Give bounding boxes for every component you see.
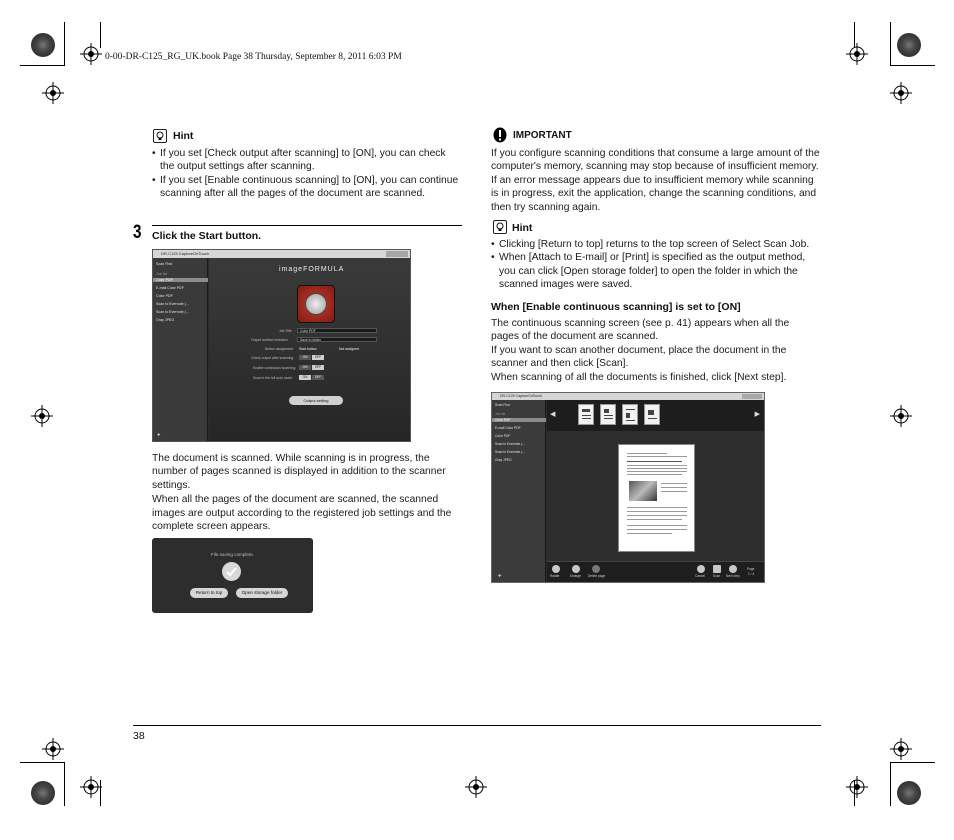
- cancel-label: Cancel: [695, 574, 705, 578]
- sidebar-header[interactable]: Scan First: [156, 262, 173, 266]
- screenshot-continuous-scan: [491, 392, 765, 583]
- hint-list: [491, 238, 823, 292]
- registration-target-icon: [80, 776, 102, 798]
- registration-target-icon: [846, 776, 868, 798]
- sidebar-job-item[interactable]: Color PDF: [495, 434, 511, 438]
- return-to-top-button[interactable]: Return to top: [190, 588, 228, 598]
- check-output-on[interactable]: ON: [299, 355, 311, 360]
- full-auto-on[interactable]: ON: [299, 375, 311, 380]
- step-title: Click the Start button.: [152, 230, 262, 242]
- section-title: When [Enable continuous scanning] is set to [ON]: [491, 301, 741, 313]
- screenshot-start-screen: [152, 249, 411, 442]
- registration-target-icon: [42, 82, 64, 104]
- continuous-scan-on[interactable]: ON: [299, 365, 311, 370]
- page-preview: [618, 444, 695, 552]
- sidebar-job-item[interactable]: E-mail Color PDF: [156, 286, 184, 290]
- print-header: 0-00-DR-C125_RG_UK.book Page 38 Thursday, September 8, 2011 6:03 PM: [105, 52, 402, 62]
- registration-target-icon: [890, 82, 912, 104]
- important-icon: [493, 127, 507, 143]
- registration-disc-top-right: [897, 33, 921, 57]
- hint-item: • Clicking [Return to top] returns to the top screen of Select Scan Job.: [491, 238, 823, 251]
- next-step-icon[interactable]: [729, 565, 737, 573]
- sidebar-job-item[interactable]: Scan to Evernote (...: [156, 310, 189, 314]
- job-sidebar: [492, 400, 546, 582]
- section-body: [491, 317, 816, 384]
- page-label: Page: [747, 567, 755, 571]
- step-number: 3: [133, 222, 142, 243]
- sidebar-group-label: Job list: [156, 272, 168, 276]
- complete-message: File saving complete.: [210, 552, 255, 557]
- footer-rule: [133, 725, 821, 726]
- section-paragraph: If you want to scan another document, place the document in the scanner and then click [Scan].: [491, 344, 787, 370]
- sidebar-header[interactable]: Scan First: [495, 403, 510, 407]
- cancel-icon[interactable]: [697, 565, 705, 573]
- section-paragraph: When scanning of all the documents is finished, click [Next step].: [491, 371, 787, 383]
- step-divider: [152, 225, 462, 226]
- delete-page-label: Delete page: [588, 574, 606, 578]
- next-step-label: Next step: [726, 574, 740, 578]
- open-storage-folder-button[interactable]: Open storage folder: [236, 588, 288, 598]
- screenshot-complete-dialog: [152, 538, 313, 613]
- registration-target-icon: [890, 405, 912, 427]
- bottom-toolbar: [547, 561, 764, 582]
- hint-icon: [493, 220, 507, 234]
- continuous-scan-off[interactable]: OFF: [312, 365, 324, 370]
- checkmark-icon: [222, 562, 241, 581]
- body-paragraph: The document is scanned. While scanning is in progress, the number of pages scanned is displayed in addition to the scanner settings.: [152, 453, 446, 491]
- sidebar-job-item[interactable]: E-mail Color PDF: [495, 426, 521, 430]
- page-thumbnail[interactable]: [644, 404, 660, 425]
- job-title-label: Job Title: [279, 329, 292, 333]
- registration-target-icon: [42, 738, 64, 760]
- full-auto-off[interactable]: OFF: [312, 375, 324, 380]
- scan-icon[interactable]: [713, 565, 721, 573]
- sidebar-job-item[interactable]: Gray JPEG: [495, 458, 512, 462]
- page-number: 38: [133, 730, 145, 742]
- page-thumbnail[interactable]: [622, 404, 638, 425]
- window-titlebar: [492, 393, 764, 400]
- registration-target-icon: [846, 43, 868, 65]
- hint-title: Hint: [512, 222, 533, 234]
- assignment-start-radio[interactable]: Start button: [299, 347, 317, 351]
- start-main-panel: [209, 258, 410, 441]
- enlarge-label: Enlarge: [570, 574, 581, 578]
- registration-target-icon: [80, 43, 102, 65]
- assignment-none-radio[interactable]: Not assigned: [339, 347, 359, 351]
- registration-disc-top-left: [31, 33, 55, 57]
- registration-target-icon: [31, 405, 53, 427]
- start-button[interactable]: [297, 285, 335, 323]
- add-job-icon[interactable]: ✚: [498, 573, 502, 578]
- thumbnail-strip: [547, 400, 764, 431]
- page-counter: 1 / 4: [748, 572, 755, 576]
- hint-item: • If you set [Check output after scanning] to [ON], you can check the output settings after scanning.: [152, 147, 462, 174]
- page-preview-area: [547, 431, 764, 561]
- hint-title: Hint: [173, 130, 194, 142]
- scan-label: Scan: [713, 574, 721, 578]
- hint-item: • When [Attach to E-mail] or [Print] is specified as the output method, you can click [Open storage folder] to open the folder in which the scanned images were saved.: [491, 251, 823, 291]
- rotate-label: Rotate: [550, 574, 560, 578]
- window-titlebar: [153, 250, 410, 258]
- important-text: If you configure scanning conditions that consume a large amount of the computer's memory, scanning may stop because of insufficient memory. If an error message appears due to insufficient memory while scanning is in progress, exit the application, change the scanning conditions, and then try scanning again.: [491, 148, 820, 213]
- output-method-label: Output method selection: [251, 338, 288, 342]
- window-controls[interactable]: [386, 251, 408, 257]
- check-output-label: Check output after scanning: [251, 356, 294, 360]
- sidebar-job-item[interactable]: Scan to Evernote (...: [495, 450, 526, 454]
- sidebar-job-item[interactable]: Scan to Evernote (...: [495, 442, 526, 446]
- rotate-icon[interactable]: [552, 565, 560, 573]
- button-assignment-label: Button assignment: [265, 347, 294, 351]
- page-thumbnail[interactable]: [578, 404, 594, 425]
- hint-item: • If you set [Enable continuous scanning] to [ON], you can continue scanning after all the pages of the document are scanned.: [152, 174, 462, 201]
- section-paragraph: The continuous scanning screen (see p. 41) appears when all the pages of the document are scanned.: [491, 318, 790, 343]
- registration-disc-bottom-left: [31, 781, 55, 805]
- window-title: DR-C125 CaptureOnTouch: [161, 251, 210, 256]
- output-setting-button[interactable]: Output setting: [289, 396, 343, 405]
- window-controls[interactable]: [742, 394, 762, 399]
- full-auto-label: Scan in the full auto mode: [253, 376, 293, 380]
- delete-page-icon[interactable]: [592, 565, 600, 573]
- output-method-select[interactable]: Save to folder: [297, 337, 377, 342]
- sidebar-job-item[interactable]: Color PDF: [492, 418, 546, 422]
- sidebar-job-item[interactable]: Color PDF: [153, 278, 208, 282]
- imageformula-logo: imageFORMULA: [279, 266, 345, 273]
- scroll-left-icon[interactable]: ◀: [550, 411, 556, 418]
- body-paragraph: When all the pages of the document are scanned, the scanned images are output according to the registered job settings and the complete screen appears.: [152, 494, 452, 533]
- enlarge-icon[interactable]: [572, 565, 580, 573]
- sidebar-group-label: Job list: [495, 412, 506, 416]
- sidebar-job-item[interactable]: Color PDF: [156, 294, 173, 298]
- important-title: IMPORTANT: [513, 130, 572, 141]
- check-output-off[interactable]: OFF: [312, 355, 324, 360]
- hint-icon: [153, 129, 167, 143]
- left-body: [152, 452, 464, 533]
- page-thumbnail[interactable]: [600, 404, 616, 425]
- registration-disc-bottom-right: [897, 781, 921, 805]
- job-sidebar: [153, 258, 208, 441]
- job-title-field[interactable]: Color PDF: [297, 328, 377, 333]
- start-diamond-icon: [305, 293, 327, 315]
- registration-target-icon: [890, 738, 912, 760]
- window-title: DR-C125 CaptureOnTouch: [500, 394, 543, 398]
- registration-target-icon: [465, 776, 487, 798]
- sidebar-job-item[interactable]: Gray JPEG: [156, 318, 175, 322]
- page-photo: [629, 481, 657, 501]
- hint-list: [152, 147, 462, 201]
- scroll-right-icon[interactable]: ▶: [754, 411, 760, 418]
- continuous-scan-label: Enable continuous scanning: [253, 366, 296, 370]
- sidebar-job-item[interactable]: Scan to Evernote (...: [156, 302, 189, 306]
- add-job-icon[interactable]: ✚: [157, 432, 161, 437]
